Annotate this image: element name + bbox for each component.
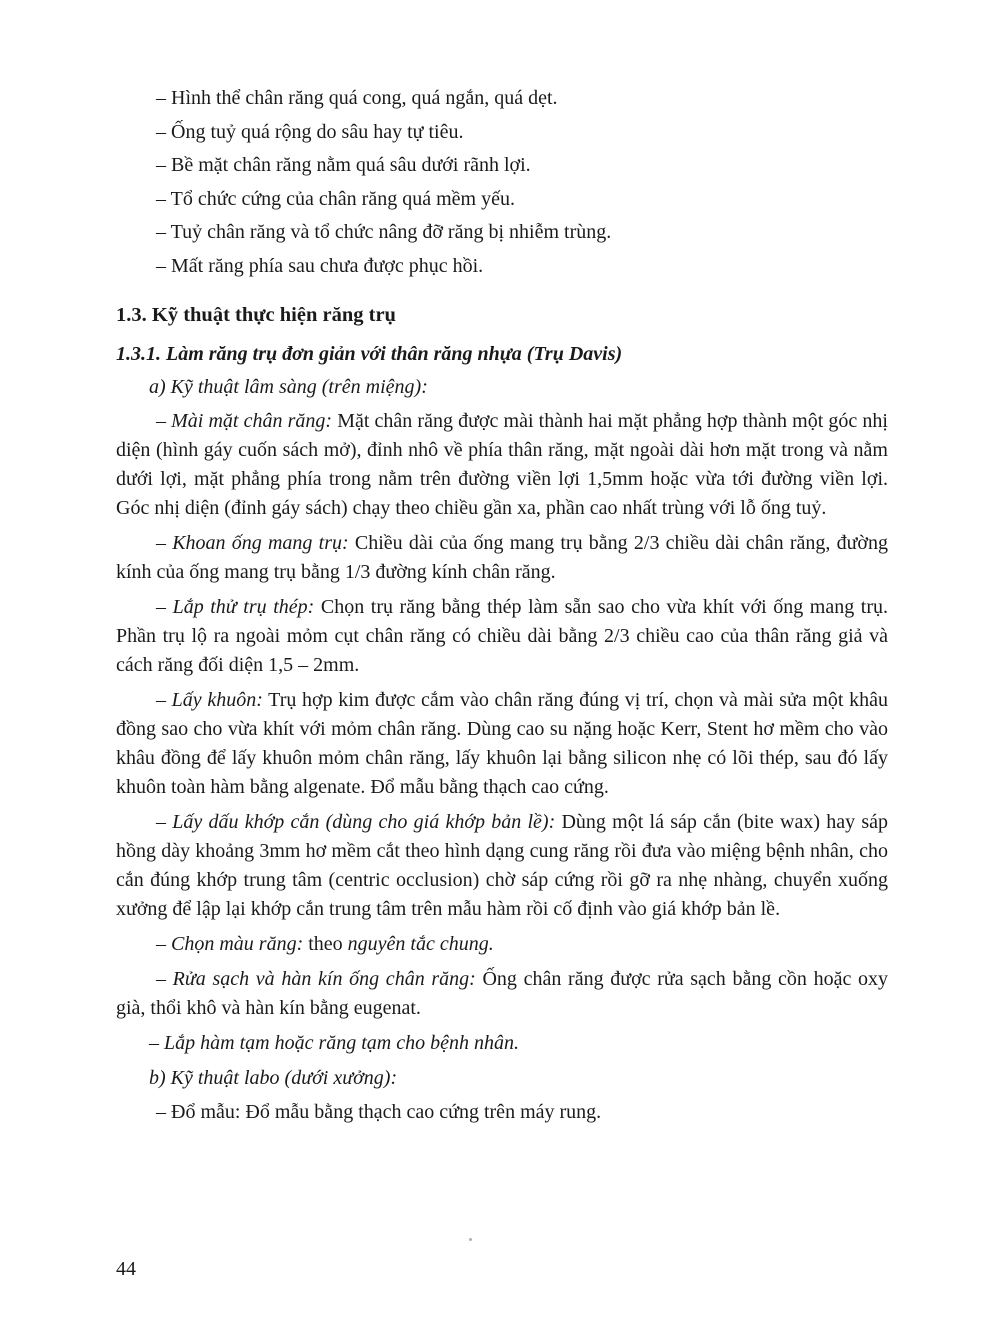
bullet-list (116, 84, 888, 281)
paragraph-grinding (116, 407, 888, 523)
paragraph-text: theo (303, 932, 348, 955)
scan-speck (469, 1238, 472, 1241)
paragraph-text: Dùng một lá sáp cắn (bite wax) hay sáp hồng dày khoảng 3mm hơ mềm cắt theo hình dạng cung răng rồi đưa vào miệng bệnh nhân, cho cắn đúng khớp trung tâm (centric occlusion) chờ sáp cứng rồi gỡ ra nhẹ nhàng, chuyển xuống xưởng để lập lại khớp cắn trung tâm trên mẫu hàm rồi cố định vào giá khớp bản lề. (116, 810, 888, 920)
list-item: – Mất răng phía sau chưa được phục hồi. (156, 254, 484, 277)
list-item: – Hình thể chân răng quá cong, quá ngắn, quá dẹt. (156, 87, 558, 109)
list-item: – Tuỷ chân răng và tổ chức nâng đỡ răng bị nhiễm trùng. (156, 221, 612, 243)
paragraph-wash-seal (116, 965, 888, 1023)
page-content (116, 84, 888, 1131)
subsection-heading: 1.3.1. Làm răng trụ đơn giản với thân răng nhựa (Trụ Davis) (116, 342, 623, 365)
paragraph-lead: – Lắp thử trụ thép: (156, 595, 315, 618)
paragraph-lead: – Lấy dấu khớp cắn (dùng cho giá khớp bản lề): (156, 810, 556, 833)
paragraph-rule: nguyên tắc chung. (347, 932, 494, 955)
list-item: – Đổ mẫu: Đổ mẫu bằng thạch cao cứng trên máy rung. (156, 1100, 602, 1123)
paragraph-bite-registration (116, 808, 888, 924)
paragraph-impression (116, 686, 888, 802)
list-item: – Tổ chức cứng của chân răng quá mềm yếu. (156, 187, 515, 210)
paragraph-text: Chọn trụ răng bằng thép làm sẵn sao cho vừa khít với ống mang trụ. Phần trụ lộ ra ngoài mỏm cụt chân răng có chiều dài bằng 2/3 chiều cao của thân răng giả và cách răng đối diện 1,5 – 2mm. (116, 595, 888, 676)
page-number: 44 (116, 1258, 136, 1280)
section-heading: 1.3. Kỹ thuật thực hiện răng trụ (116, 303, 396, 326)
part-b-heading: b) Kỹ thuật labo (dưới xưởng): (149, 1066, 398, 1089)
paragraph-text: Mặt chân răng được mài thành hai mặt phẳng hợp thành một góc nhị diện (hình gáy cuốn sách mở), đỉnh nhô về phía thân răng, mặt ngoài dài hơn mặt trong và nằm dưới lợi, mặt phẳng phía trong nằm trên đường viền lợi 1,5mm hoặc vừa tới đường viền lợi. Góc nhị diện (đỉnh gáy sách) chạy theo chiều gần xa, phần cao nhất trùng với lỗ ống tuỷ. (116, 409, 888, 519)
paragraph-temporary: – Lắp hàm tạm hoặc răng tạm cho bệnh nhân. (149, 1031, 519, 1054)
paragraph-shade (116, 930, 888, 959)
paragraph-text: Ống chân răng được rửa sạch bằng cồn hoặc oxy già, thổi khô và hàn kín bằng eugenat. (116, 967, 888, 1019)
paragraph-post-fitting (116, 593, 888, 680)
paragraph-lead: – Khoan ống mang trụ: (156, 531, 349, 554)
list-item: – Ống tuỷ quá rộng do sâu hay tự tiêu. (156, 120, 464, 143)
list-item: – Bề mặt chân răng nằm quá sâu dưới rãnh lợi. (156, 154, 531, 176)
paragraph-drilling (116, 529, 888, 587)
paragraph-lead: – Rửa sạch và hàn kín ống chân răng: (156, 967, 476, 990)
paragraph-lead: – Chọn màu răng: (156, 932, 304, 955)
paragraph-lead: – Mài mặt chân răng: (156, 409, 333, 432)
paragraph-lead: – Lấy khuôn: (156, 688, 263, 711)
paragraph-text: Chiều dài của ống mang trụ bằng 2/3 chiều dài chân răng, đường kính của ống mang trụ bằng 1/3 đường kính chân răng. (116, 531, 888, 583)
part-a-heading: a) Kỹ thuật lâm sàng (trên miệng): (149, 375, 428, 398)
paragraph-text: Trụ hợp kim được cắm vào chân răng đúng vị trí, chọn và mài sửa một khâu đồng sao cho vừa khít với mỏm chân răng. Dùng cao su nặng hoặc Kerr, Stent hơ mềm cho vào khâu đồng để lấy khuôn mỏm chân răng, lấy khuôn lại bằng silicon nhẹ có lõi thép, sau đó lấy khuôn toàn hàm bằng algenate. Đổ mẫu bằng thạch cao cứng. (116, 688, 888, 798)
